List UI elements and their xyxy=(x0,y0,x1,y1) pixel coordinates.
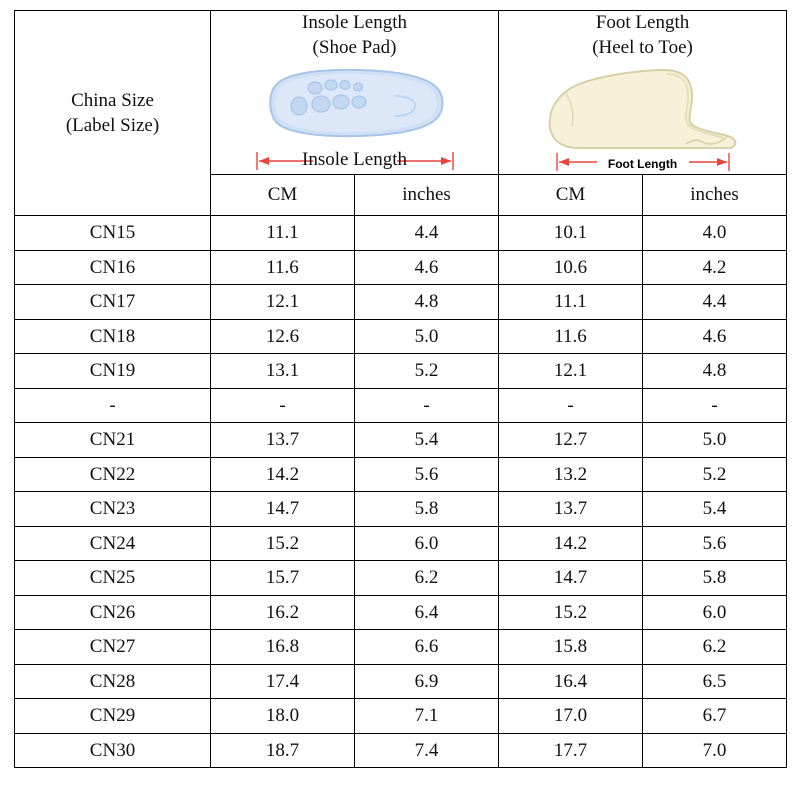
insole-diagram xyxy=(255,66,455,146)
cell-value: 15.2 xyxy=(211,526,355,561)
foot-diagram xyxy=(538,64,748,156)
header-insole-subtitle: (Shoe Pad) xyxy=(312,36,397,58)
cell-value: 4.4 xyxy=(643,285,787,320)
cell-value: - xyxy=(355,388,499,423)
cell-value: 13.1 xyxy=(211,354,355,389)
cell-value: 4.2 xyxy=(643,250,787,285)
cell-china-size: CN26 xyxy=(15,595,211,630)
cell-value: 11.6 xyxy=(211,250,355,285)
cell-value: 11.1 xyxy=(211,216,355,251)
cell-value: 6.0 xyxy=(355,526,499,561)
cell-china-size: CN19 xyxy=(15,354,211,389)
table-row xyxy=(15,285,787,320)
cell-value: 17.4 xyxy=(211,664,355,699)
cell-value: 18.7 xyxy=(211,733,355,768)
header-china-size-line2: (Label Size) xyxy=(65,115,160,137)
cell-value: 5.2 xyxy=(643,457,787,492)
cell-value: 6.0 xyxy=(643,595,787,630)
header-china-size xyxy=(15,11,211,216)
cell-value: 11.6 xyxy=(499,319,643,354)
header-foot-title: Foot Length xyxy=(595,12,690,33)
cell-value: 17.0 xyxy=(499,699,643,734)
foot-length-caption: Foot Length xyxy=(607,156,678,171)
cell-value: - xyxy=(211,388,355,423)
cell-value: 10.6 xyxy=(499,250,643,285)
cell-value: 16.2 xyxy=(211,595,355,630)
cell-value: 5.8 xyxy=(355,492,499,527)
table-header-row xyxy=(15,11,787,175)
cell-value: 6.6 xyxy=(355,630,499,665)
cell-value: 13.2 xyxy=(499,457,643,492)
unit-foot-cm: CM xyxy=(499,175,643,216)
cell-value: 4.8 xyxy=(643,354,787,389)
table-body xyxy=(15,216,787,768)
cell-value: 15.2 xyxy=(499,595,643,630)
header-foot-length xyxy=(499,11,787,175)
cell-china-size: CN15 xyxy=(15,216,211,251)
table-row xyxy=(15,526,787,561)
cell-value: - xyxy=(643,388,787,423)
table-row xyxy=(15,664,787,699)
foot-figure-wrap xyxy=(499,62,786,174)
cell-china-size: CN21 xyxy=(15,423,211,458)
cell-value: 5.0 xyxy=(355,319,499,354)
cell-value: 5.6 xyxy=(643,526,787,561)
cell-china-size: CN17 xyxy=(15,285,211,320)
cell-china-size: CN23 xyxy=(15,492,211,527)
unit-insole-cm: CM xyxy=(211,175,355,216)
cell-china-size: CN27 xyxy=(15,630,211,665)
cell-china-size: CN28 xyxy=(15,664,211,699)
cell-value: 4.8 xyxy=(355,285,499,320)
cell-value: 6.4 xyxy=(355,595,499,630)
table-row xyxy=(15,388,787,423)
header-insole-title: Insole Length xyxy=(302,12,408,33)
cell-value: 6.7 xyxy=(643,699,787,734)
table-row xyxy=(15,423,787,458)
table-row xyxy=(15,216,787,251)
cell-value: 12.7 xyxy=(499,423,643,458)
cell-value: 7.1 xyxy=(355,699,499,734)
cell-china-size: CN30 xyxy=(15,733,211,768)
cell-china-size: CN25 xyxy=(15,561,211,596)
cell-value: 7.0 xyxy=(643,733,787,768)
cell-value: 4.4 xyxy=(355,216,499,251)
cell-value: 11.1 xyxy=(499,285,643,320)
cell-value: 12.6 xyxy=(211,319,355,354)
cell-value: 5.0 xyxy=(643,423,787,458)
table-row xyxy=(15,595,787,630)
table-row xyxy=(15,250,787,285)
cell-value: 5.4 xyxy=(643,492,787,527)
table-row xyxy=(15,354,787,389)
cell-value: - xyxy=(499,388,643,423)
cell-value: 6.2 xyxy=(355,561,499,596)
shoe-size-table xyxy=(14,10,787,768)
cell-value: 4.6 xyxy=(643,319,787,354)
cell-value: 4.0 xyxy=(643,216,787,251)
cell-value: 5.8 xyxy=(643,561,787,596)
cell-value: 16.4 xyxy=(499,664,643,699)
cell-china-size: - xyxy=(15,388,211,423)
cell-value: 14.7 xyxy=(211,492,355,527)
cell-value: 12.1 xyxy=(499,354,643,389)
cell-value: 6.2 xyxy=(643,630,787,665)
cell-value: 6.9 xyxy=(355,664,499,699)
table-row xyxy=(15,561,787,596)
cell-value: 4.6 xyxy=(355,250,499,285)
cell-china-size: CN29 xyxy=(15,699,211,734)
cell-value: 17.7 xyxy=(499,733,643,768)
cell-value: 13.7 xyxy=(499,492,643,527)
cell-value: 14.7 xyxy=(499,561,643,596)
table-row xyxy=(15,733,787,768)
insole-length-caption: Insole Length xyxy=(301,148,408,170)
cell-value: 14.2 xyxy=(211,457,355,492)
header-foot-subtitle: (Heel to Toe) xyxy=(592,36,693,58)
unit-insole-inches: inches xyxy=(355,175,499,216)
cell-value: 5.2 xyxy=(355,354,499,389)
cell-value: 15.7 xyxy=(211,561,355,596)
cell-china-size: CN16 xyxy=(15,250,211,285)
cell-value: 15.8 xyxy=(499,630,643,665)
table-row xyxy=(15,319,787,354)
cell-value: 10.1 xyxy=(499,216,643,251)
cell-value: 12.1 xyxy=(211,285,355,320)
unit-foot-inches: inches xyxy=(643,175,787,216)
table-row xyxy=(15,630,787,665)
insole-figure-wrap xyxy=(211,62,498,174)
cell-china-size: CN18 xyxy=(15,319,211,354)
cell-value: 7.4 xyxy=(355,733,499,768)
cell-value: 6.5 xyxy=(643,664,787,699)
header-insole-length xyxy=(211,11,499,175)
table-row xyxy=(15,699,787,734)
cell-china-size: CN24 xyxy=(15,526,211,561)
cell-value: 5.6 xyxy=(355,457,499,492)
cell-value: 16.8 xyxy=(211,630,355,665)
cell-value: 14.2 xyxy=(499,526,643,561)
cell-china-size: CN22 xyxy=(15,457,211,492)
header-china-size-line1: China Size xyxy=(71,89,154,111)
table-row xyxy=(15,457,787,492)
cell-value: 18.0 xyxy=(211,699,355,734)
table-row xyxy=(15,492,787,527)
cell-value: 5.4 xyxy=(355,423,499,458)
cell-value: 13.7 xyxy=(211,423,355,458)
